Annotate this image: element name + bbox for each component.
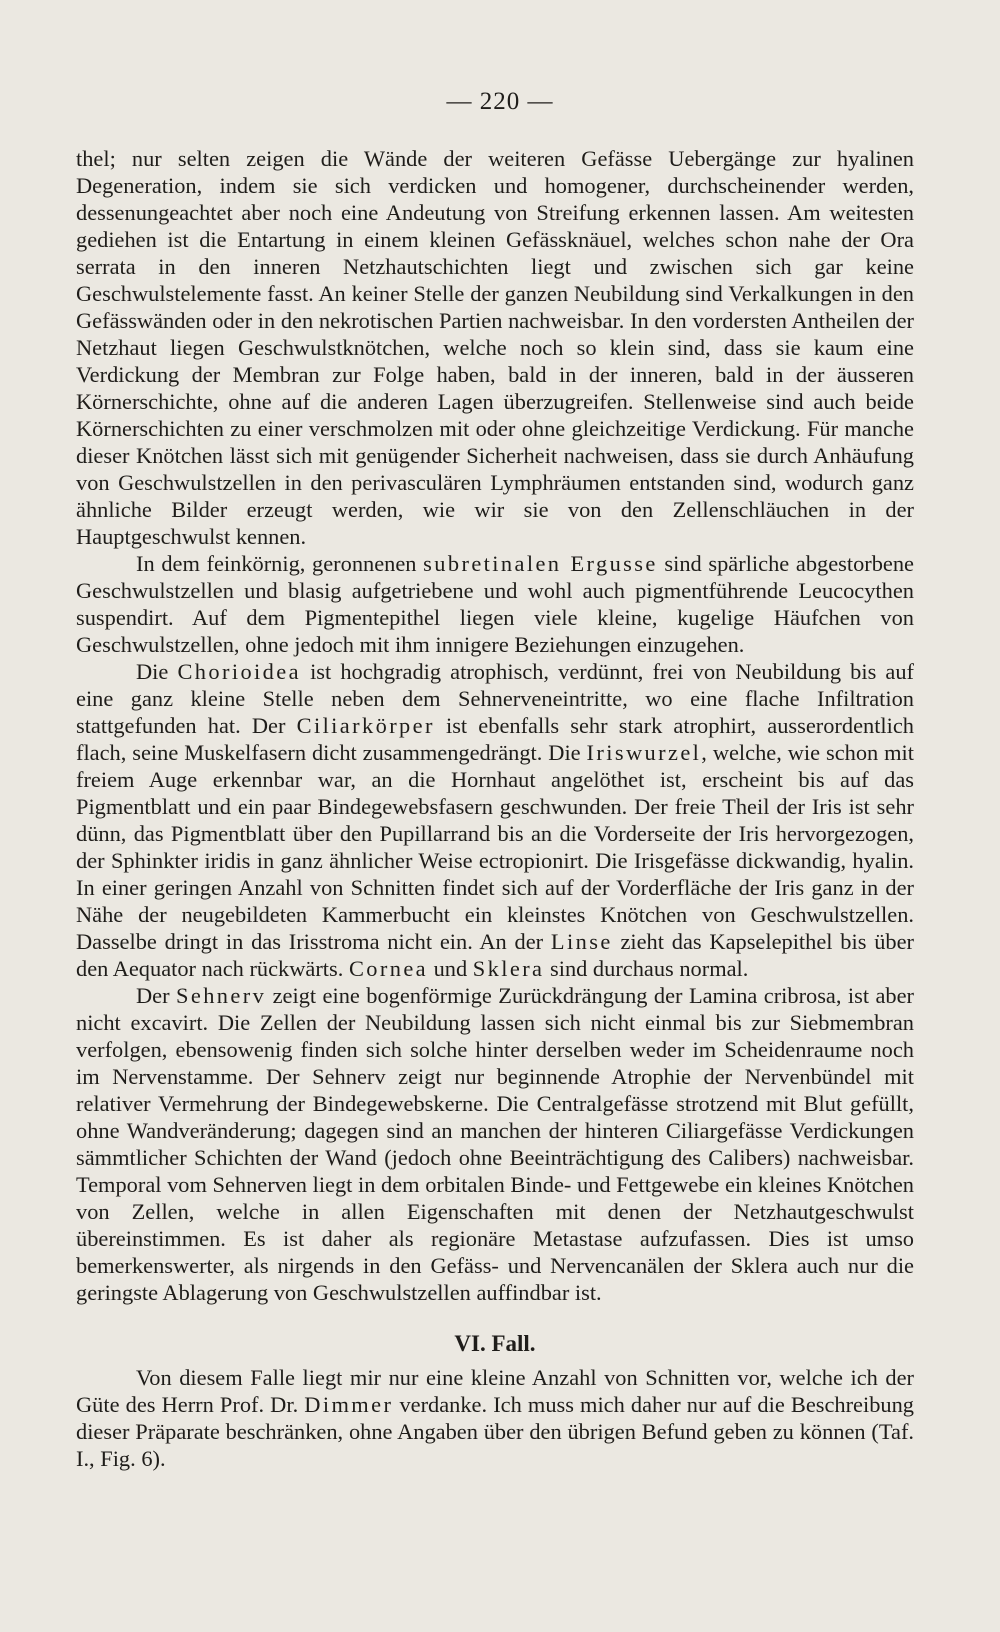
emphasized-term: Iriswurzel — [586, 740, 702, 765]
page-number: — 220 — — [446, 88, 554, 115]
emphasized-term: Linse — [550, 929, 613, 954]
text-run: sind spärliche abgestorbene Geschwulstzellen und blasig aufgetriebene und wohl auch pigmentführende Leucocythen suspendirt. Auf dem Pigmentepithel liegen viele kleine, kugelige Häufchen von Geschwulstzellen, ohne jedoch mit ihm innigere Beziehungen einzugehen. — [76, 551, 914, 657]
emphasized-term: Chorioidea — [177, 659, 301, 684]
text-run: Der — [136, 983, 176, 1008]
emphasized-term: Sklera — [472, 956, 545, 981]
paragraph — [76, 145, 914, 550]
text-run: Die — [136, 659, 178, 684]
text-run: thel; nur selten zeigen die Wände der weiteren Gefässe Uebergänge zur hyalinen Degeneration, indem sie sich verdicken und homogener, durchscheinender werden, dessenungeachtet aber noch eine Andeutung von Streifung erkennen lassen. Am weitesten gediehen ist die Entartung in einem kleinen Gefässknäuel, welches schon nahe der Ora serrata in den inneren Netzhautschichten liegt und zwischen sich gar keine Geschwulstelemente fasst. An keiner Stelle der ganzen Neubildung sind Verkalkungen in den Gefässwänden oder in den nekrotischen Partien nachweisbar. In den vordersten Antheilen der Netzhaut liegen Geschwulstknötchen, welche noch so klein sind, dass sie kaum eine Verdickung der Membran zur Folge haben, bald in der inneren, bald in der äusseren Körnerschichte, ohne auf die anderen Lagen überzugreifen. Stellenweise sind auch beide Körnerschichten zu einer verschmolzen mit oder ohne gleichzeitige Verdickung. Für manche dieser Knötchen lässt sich mit genügender Sicherheit nachweisen, dass sie durch Anhäufung von Geschwulstzellen in den perivasculären Lymphräumen entstanden sind, wodurch ganz ähnliche Bilder erzeugt werden, wie wir sie von den Zellenschläuchen in der Hauptgeschwulst kennen. — [76, 146, 914, 549]
text-run: Von diesem Falle liegt mir nur eine kleine Anzahl von Schnitten vor, welche ich der Güte des Herrn Prof. Dr. — [76, 1365, 914, 1417]
text-run: zeigt eine bogenförmige Zurückdrängung der Lamina cribrosa, ist aber nicht excavirt. Die Zellen der Neubildung lassen sich nicht einmal bis zur Siebmembran verfolgen, ebensowenig finden sich solche hinter derselben weder im Scheidenraume noch im Nervenstamme. Der Sehnerv zeigt nur beginnende Atrophie der Nervenbündel mit relativer Vermehrung der Bindegewebskerne. Die Centralgefässe strotzend mit Blut gefüllt, ohne Wandveränderung; dagegen sind an manchen der hinteren Ciliargefässe Verdickungen sämmtlicher Schichten der Wand (jedoch ohne Beeinträchtigung des Calibers) nachweisbar. Temporal vom Sehnerven liegt in dem orbitalen Binde- und Fettgewebe ein kleines Knötchen von Zellen, welche in allen Eigenschaften mit denen der Netzhautgeschwulst übereinstimmen. Es ist daher als regionäre Metastase aufzufassen. Dies ist umso bemerkenswerter, als nirgends in den Gefäss- und Nervencanälen der Sklera auch nur die geringste Ablagerung von Geschwulstzellen auffindbar ist. — [76, 983, 914, 1305]
paragraph — [76, 658, 914, 982]
text-run: verdanke. Ich muss mich daher nur auf die Beschreibung dieser Präparate beschränken, ohne Angaben über den übrigen Befund geben zu können (Taf. I., Fig. 6). — [76, 1392, 914, 1471]
emphasized-term: Cornea — [348, 956, 429, 981]
body-text — [76, 145, 914, 1472]
emphasized-term: Ciliarkörper — [296, 713, 435, 738]
text-run: sind durchaus normal. — [544, 956, 749, 981]
emphasized-term: Sehnerv — [176, 983, 267, 1008]
paragraph — [76, 982, 914, 1306]
section-heading: VI. Fall. — [454, 1331, 536, 1356]
paragraph — [76, 1364, 914, 1472]
emphasized-term: Dimmer — [304, 1392, 394, 1417]
text-run: zieht das Kapselepithel bis über den Aequator nach rückwärts. — [76, 929, 914, 981]
text-run: ist ebenfalls sehr stark atrophirt, ausserordentlich flach, seine Muskelfasern dicht zusammengedrängt. Die — [76, 713, 914, 765]
text-run: , welche, wie schon mit freiem Auge erkennbar war, an die Hornhaut angelöthet ist, erscheint bis auf das Pigmentblatt und ein paar Bindegewebsfasern geschwunden. Der freie Theil der Iris ist sehr dünn, das Pigmentblatt über den Pupillarrand bis an die Vorderseite der Iris hervorgezogen, der Sphinkter iridis in ganz ähnlicher Weise ectropionirt. Die Irisgefässe dickwandig, hyalin. In einer geringen Anzahl von Schnitten findet sich auf der Vorderfläche der Iris ganz in der Nähe der neugebildeten Kammerbucht ein kleinstes Knötchen von Geschwulstzellen. Dasselbe dringt in das Irisstroma nicht ein. An der — [76, 740, 914, 954]
text-run: und — [428, 956, 473, 981]
text-run: In dem feinkörnig, geronnenen — [136, 551, 424, 576]
paragraph — [76, 550, 914, 658]
emphasized-term: subretinalen Ergusse — [423, 551, 658, 576]
text-run: ist hochgradig atrophisch, verdünnt, frei von Neubildung bis auf eine ganz kleine Stelle neben dem Sehnerveneintritte, wo eine flache Infiltration stattgefunden hat. Der — [76, 659, 914, 738]
